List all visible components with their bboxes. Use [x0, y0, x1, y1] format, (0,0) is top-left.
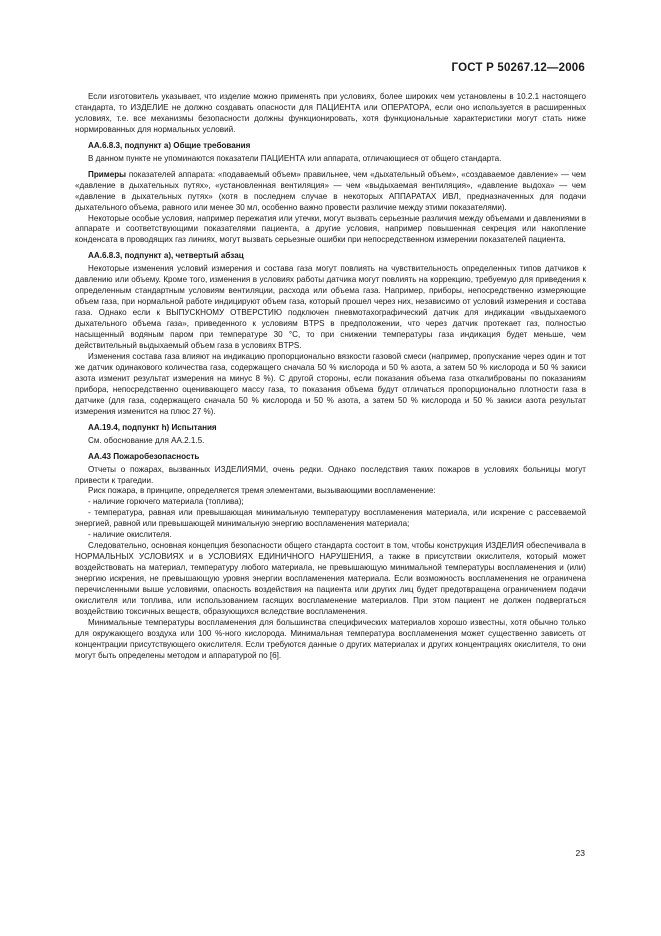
paragraph: Некоторые особые условия, например пережатия или утечки, могут вызвать серьезные различия между объемами и давлениями в аппарате и соответствующими показателями пациента, а другие условия, например повышенная секреция или накопление конденсата в проводящих газ линиях, могут вызвать серьезные ошибки при непосредственном измерении показателей пациента. — [75, 213, 586, 245]
document-body — [75, 92, 586, 662]
standard-designation: ГОСТ Р 50267.12—2006 — [451, 62, 585, 74]
list-item: - наличие горючего материала (топлива); — [88, 497, 244, 507]
paragraph: В данном пункте не упоминаются показатели ПАЦИЕНТА или аппарата, отличающиеся от общего стандарта. — [88, 153, 502, 163]
examples-lead: Примеры — [88, 169, 127, 179]
intro-paragraph: Если изготовитель указывает, что изделие можно применять при условиях, более широких чем установлены в 10.2.1 настоящего стандарта, то ИЗДЕЛИЕ не должно создавать опасности для ПАЦИЕНТА или ОПЕРАТОРА, если оно используется в расширенных условиях, т.е. все механизмы безопасности должны функционировать, хотя функциональные характеристики могут стать ниже нормированных для нормальных условий. — [75, 92, 586, 134]
paragraph: Минимальные температуры воспламенения для большинства специфических материалов хорошо известны, хотя обычно только для окружающего воздуха или 100 %-ного кислорода. Минимальная температура воспламенения может существенно зависеть от концентрации присутствующего окислителя. Если требуются данные о других материалах и других концентрациях окислителя, то они могут быть определены методом и аппаратурой по [6]. — [75, 617, 586, 660]
paragraph: Отчеты о пожарах, вызванных ИЗДЕЛИЯМИ, очень редки. Однако последствия таких пожаров в условиях больницы могут привести к трагедии. — [75, 464, 586, 485]
paragraph: Следовательно, основная концепция безопасности общего стандарта состоит в том, чтобы конструкция ИЗДЕЛИЯ обеспечивала в НОРМАЛЬНЫХ УСЛОВИЯХ и в УСЛОВИЯХ ЕДИНИЧНОГО НАРУШЕНИЯ, а также в присутствии окислителя, который может воздействовать на материал, температуру любого материала, не превышающую минимальной температуры воспламенения и (или) энергию искрения, не превышающую уровня энергии воспламенения материала. Если возможность воспламенения не ограничена перечисленными выше условиями, опасность воздействия на пациента или других лиц будет предотвращена ограничением подачи окислителя или топлива, или использованием гасящих воспламенение материалов. При этом пациент не должен подвергаться воздействию токсичных веществ, образующихся вследствие воспламенения. — [75, 541, 586, 616]
examples-paragraph — [75, 170, 586, 214]
paragraph: Некоторые изменения условий измерения и состава газа могут повлиять на чувствительность определенных типов датчиков к давлению или объему. Кроме того, изменения в условиях работы датчика могут повлиять на коррекцию, требуемую для приведения к определенным стандартным условиям вентиляции, расхода или объема газа. Например, приборы, непосредственно измеряющие объем газа, при нормальной работе индицируют объем газа, который прошел через них, независимо от условий измерения и состава газа. Однако если к ВЫПУСКНОМУ ОТВЕРСТИЮ подключен пневмотахографический датчик для индикации «выдыхаемого дыхательного объема газа», приведенного к условиям BTPS в предположении, что через датчик протекает газ, полностью насыщенный водяным паром при температуре 30 °С, то при снижении температуры газа индикация будет меньше, чем действительный выдыхаемый объем газа в условиях BTPS. — [75, 264, 586, 351]
examples-text: показателей аппарата: «подаваемый объем» правильнее, чем «дыхательный объем», «создаваемое давление» — чем «давление в дыхательных путях», «установленная вентиляция» — чем «выдыхаемая вентиляция», «давление выдоха» — чем «давление в дыхательных путях» (хотя в последнем случае в некоторых АППАРАТАХ ИВЛ, предназначенных для подачи дыхательного объема, равного или менее 30 мл, особенно важно провести различие между этими показателями). — [75, 169, 586, 212]
paragraph: Изменения состава газа влияют на индикацию пропорционально вязкости газовой смеси (например, пропускание через один и тот же датчик одинакового количества газа, содержащего сначала 50 % кислорода и 50 % азота, а затем 50 % кислорода и 50 % закиси азота изменит результат измерения на минус 8 %). С другой стороны, если показания объема газа откалиброваны по показаниям прибора, непосредственно оценивающего массу газа, то показания объема будут отличаться пропорционально плотности газа в датчике (для газа, содержащего сначала 50 % кислорода и 50 % азота, а затем 50 % кислорода и 50 % закиси азота результат измерения изменится на плюс 27 %). — [75, 351, 586, 416]
section-heading-aa-6-8-3-a: АА.6.8.3, подпункт а) Общие требования — [88, 140, 251, 150]
paragraph: Риск пожара, в принципе, определяется тремя элементами, вызывающими воспламенение: — [88, 486, 436, 496]
list-item: - наличие окислителя. — [88, 530, 172, 540]
section-heading-aa-6-8-3-a-fourth: АА.6.8.3, подпункт а), четвертый абзац — [88, 251, 244, 261]
paragraph: См. обоснование для АА.2.1.5. — [88, 435, 205, 445]
list-item: - температура, равная или превышающая минимальную температуру воспламенения материала, или искрение с рассеваемой энергией, равной или превышающей минимальную энергию воспламенения материала; — [75, 508, 586, 529]
section-heading-aa-19-4-h: АА.19.4, подпункт h) Испытания — [88, 422, 217, 432]
section-heading-aa-43: АА.43 Пожаробезопасность — [88, 451, 200, 461]
page-number: 23 — [575, 848, 585, 858]
